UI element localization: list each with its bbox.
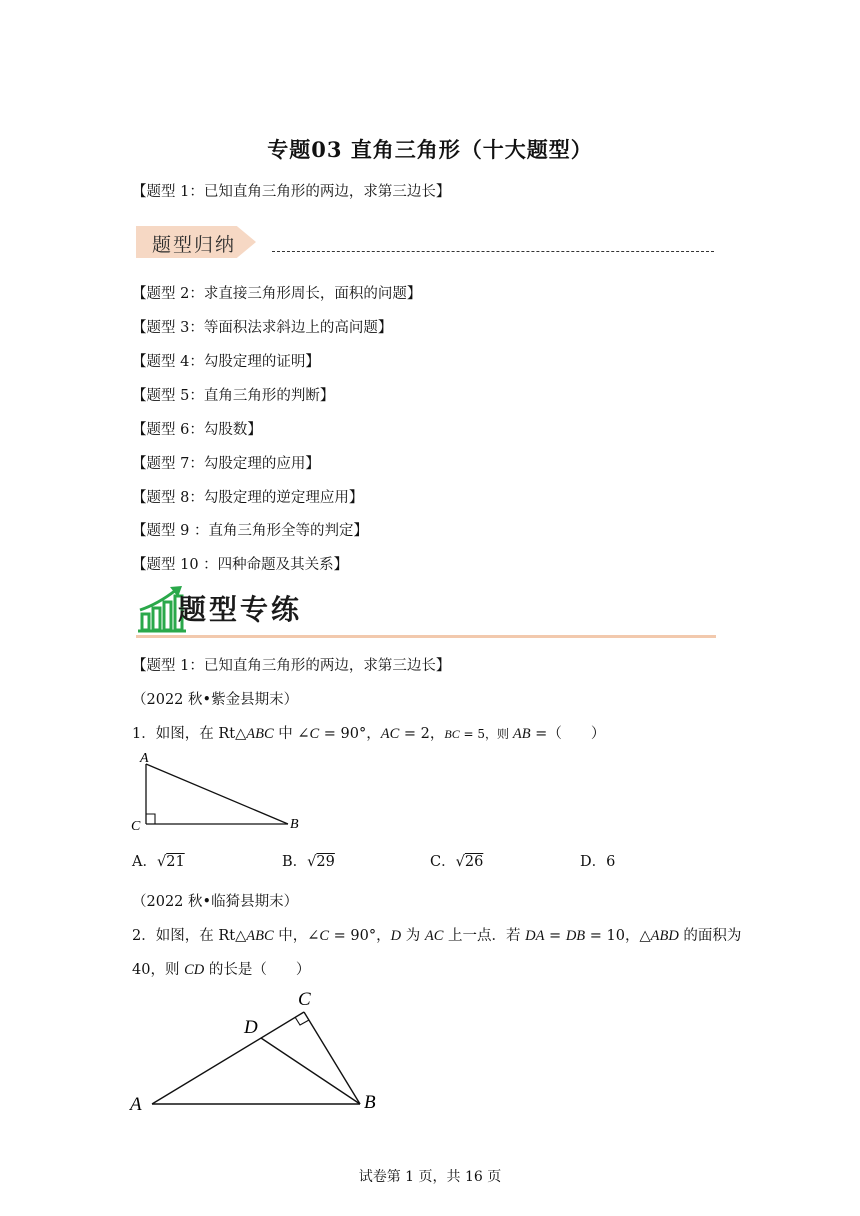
q2-label-c: C <box>298 989 311 1010</box>
practice-banner-label: 题型专练 <box>178 593 303 626</box>
page-title: 专题03 直角三角形（十大题型） <box>267 137 593 162</box>
q2-text: CD <box>184 962 205 978</box>
option-letter: B． <box>282 854 308 870</box>
toc-item-7: 【题型 7：勾股定理的应用】 <box>132 456 320 472</box>
q2-text: D <box>390 928 402 944</box>
q1-text: = 90°， <box>319 726 381 742</box>
q2-text: AC <box>424 928 444 944</box>
q1-text: 1．如图，在 Rt△ <box>132 726 247 742</box>
option-value: 21 <box>166 854 185 870</box>
q2-text: 2．如图，在 Rt△ <box>132 928 247 944</box>
q2-text: 的面积为 <box>678 928 742 944</box>
q2-text: 中，∠ <box>273 928 320 944</box>
q1-option-c[interactable] <box>430 850 483 871</box>
toc-item-1: 【题型 1：已知直角三角形的两边，求第三边长】 <box>132 184 451 200</box>
q1-triangle-figure <box>128 748 308 834</box>
q1-text: C <box>309 726 320 742</box>
q1-text: =（ ） <box>530 726 606 742</box>
q2-text: = <box>544 928 566 944</box>
sqrt-icon: √ <box>156 854 167 870</box>
q2-text: DB <box>565 928 586 944</box>
q1-text: ABC <box>246 726 274 742</box>
q2-text: = 10，△ <box>585 928 651 944</box>
summary-banner <box>136 226 256 258</box>
q2-stem-line2 <box>132 958 310 979</box>
q2-text: ABD <box>650 928 679 944</box>
q2-text: 为 <box>401 928 425 944</box>
q2-label-a: A <box>130 1094 142 1115</box>
sqrt-icon: √ <box>307 854 317 870</box>
q2-text: DA <box>525 928 545 944</box>
toc-item-2: 【题型 2：求直接三角形周长，面积的问题】 <box>132 286 422 302</box>
practice-underline <box>136 635 716 638</box>
q2-text: 40，则 <box>132 962 185 978</box>
section-heading: 【题型 1：已知直角三角形的两边，求第三边长】 <box>132 658 451 674</box>
q2-label-d: D <box>244 1017 258 1038</box>
q1-source: （2022 秋•紫金县期末） <box>132 692 299 708</box>
q2-stem-line1 <box>132 924 741 945</box>
option-value: 26 <box>464 854 484 870</box>
q1-text: AC <box>380 726 400 742</box>
option-value: 6 <box>606 854 616 870</box>
q2-text: 上一点．若 <box>443 928 526 944</box>
option-value: 29 <box>316 854 335 870</box>
q1-text: = 2， <box>399 726 445 742</box>
toc-item-5: 【题型 5：直角三角形的判断】 <box>132 388 335 404</box>
dashed-divider <box>272 251 714 252</box>
toc-item-10: 【题型 10 ：四种命题及其关系】 <box>132 557 349 573</box>
q1-text: 中 ∠ <box>273 726 310 742</box>
toc-item-6: 【题型 6：勾股数】 <box>132 422 262 438</box>
summary-banner-label: 题型归纳 <box>152 234 237 256</box>
q1-option-b[interactable] <box>282 850 335 871</box>
q2-text: ABC <box>246 928 274 944</box>
q2-text: 的长是（ ） <box>204 962 311 978</box>
sqrt-icon: √ <box>455 854 465 870</box>
toc-item-4: 【题型 4：勾股定理的证明】 <box>132 354 320 370</box>
practice-banner <box>136 584 716 640</box>
option-letter: D． <box>580 854 607 870</box>
q2-text: = 90°， <box>329 928 391 944</box>
option-letter: C． <box>430 854 456 870</box>
q2-text: C <box>319 928 330 944</box>
q1-stem <box>132 722 605 743</box>
q1-option-a[interactable] <box>132 850 185 871</box>
q2-label-b: B <box>364 1092 376 1113</box>
q1-option-d[interactable] <box>580 850 615 871</box>
q1-text: AB <box>512 726 531 742</box>
q1-label-c: C <box>131 819 141 834</box>
q1-label-a: A <box>140 751 149 766</box>
toc-item-9: 【题型 9 ：直角三角形全等的判定】 <box>132 523 368 539</box>
toc-item-3: 【题型 3：等面积法求斜边上的高问题】 <box>132 320 393 336</box>
q2-source: （2022 秋•临猗县期末） <box>132 894 299 910</box>
q1-text: BC <box>444 727 460 741</box>
q2-triangle-figure <box>124 984 394 1120</box>
page-footer: 试卷第 1 页，共 16 页 <box>358 1169 502 1185</box>
q1-label-b: B <box>290 817 299 832</box>
q1-text: = 5，则 <box>459 727 513 741</box>
option-letter: A． <box>132 854 157 870</box>
toc-item-8: 【题型 8：勾股定理的逆定理应用】 <box>132 490 364 506</box>
